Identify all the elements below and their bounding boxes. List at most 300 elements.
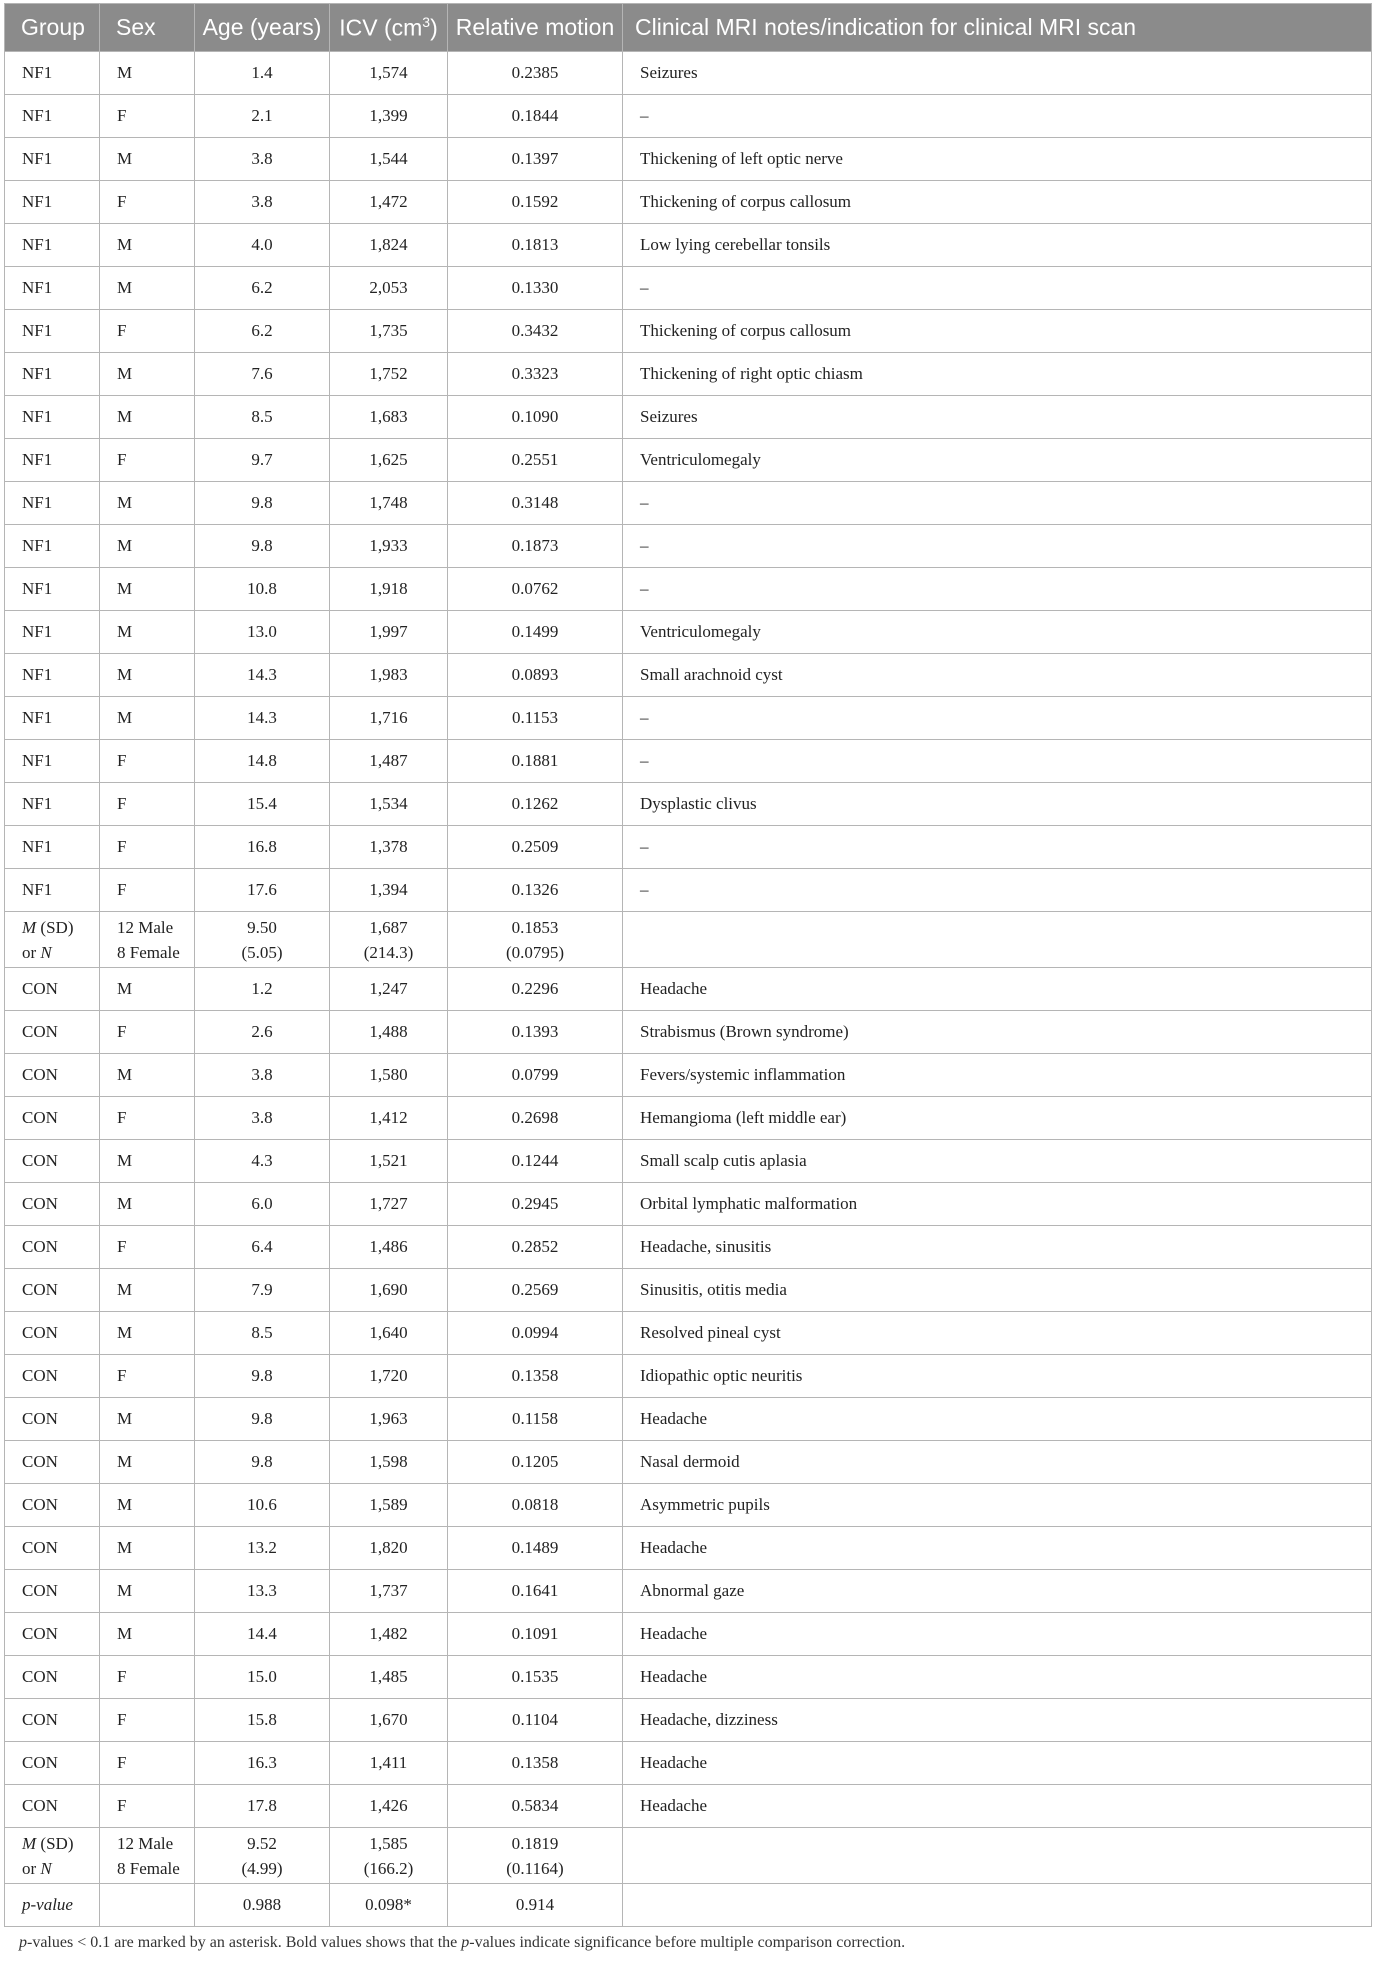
header-row bbox=[5, 4, 1372, 52]
icv-cell: 1,378 bbox=[330, 826, 448, 869]
sex-cell: F bbox=[100, 1699, 195, 1742]
group-cell: NF1 bbox=[5, 697, 100, 740]
sex-cell: M bbox=[100, 697, 195, 740]
pvalue-sex-cell bbox=[100, 1884, 195, 1927]
notes-cell: Headache bbox=[623, 1398, 1372, 1441]
icv-cell: 1,918 bbox=[330, 568, 448, 611]
summary-motion-cell bbox=[448, 1828, 623, 1884]
sex-cell: F bbox=[100, 1011, 195, 1054]
icv-cell: 1,748 bbox=[330, 482, 448, 525]
sex-cell: M bbox=[100, 568, 195, 611]
motion-cell: 0.2698 bbox=[448, 1097, 623, 1140]
age-cell: 15.0 bbox=[195, 1656, 330, 1699]
group-cell: CON bbox=[5, 1398, 100, 1441]
sex-cell: F bbox=[100, 1742, 195, 1785]
group-cell: NF1 bbox=[5, 783, 100, 826]
table-row bbox=[5, 654, 1372, 697]
summary-male-count: 12 Male bbox=[117, 1833, 174, 1853]
summary-motion-mean: 0.1819 bbox=[511, 1833, 559, 1853]
age-cell: 13.0 bbox=[195, 611, 330, 654]
table-row bbox=[5, 1312, 1372, 1355]
summary-age-cell bbox=[195, 912, 330, 968]
motion-cell: 0.1205 bbox=[448, 1441, 623, 1484]
summary-motion-cell bbox=[448, 912, 623, 968]
notes-cell: Headache bbox=[623, 1742, 1372, 1785]
age-cell: 8.5 bbox=[195, 1312, 330, 1355]
group-cell: CON bbox=[5, 1570, 100, 1613]
group-cell: CON bbox=[5, 1312, 100, 1355]
motion-cell: 0.1090 bbox=[448, 396, 623, 439]
icv-cell: 1,983 bbox=[330, 654, 448, 697]
notes-cell: – bbox=[623, 697, 1372, 740]
table-row bbox=[5, 95, 1372, 138]
icv-cell: 1,737 bbox=[330, 1570, 448, 1613]
header-group: Group bbox=[5, 4, 100, 52]
motion-cell: 0.3432 bbox=[448, 310, 623, 353]
sex-cell: M bbox=[100, 1183, 195, 1226]
summary-notes-cell bbox=[623, 912, 1372, 968]
notes-cell: Small scalp cutis aplasia bbox=[623, 1140, 1372, 1183]
motion-cell: 0.1844 bbox=[448, 95, 623, 138]
sex-cell: M bbox=[100, 1613, 195, 1656]
sex-cell: M bbox=[100, 1398, 195, 1441]
icv-cell: 1,727 bbox=[330, 1183, 448, 1226]
age-cell: 10.6 bbox=[195, 1484, 330, 1527]
table-row bbox=[5, 396, 1372, 439]
age-cell: 7.6 bbox=[195, 353, 330, 396]
notes-cell: Nasal dermoid bbox=[623, 1441, 1372, 1484]
motion-cell: 0.1158 bbox=[448, 1398, 623, 1441]
motion-cell: 0.1489 bbox=[448, 1527, 623, 1570]
age-cell: 3.8 bbox=[195, 1054, 330, 1097]
pvalue-row bbox=[5, 1884, 1372, 1927]
summary-motion-sd: (0.0795) bbox=[505, 942, 565, 962]
group-cell: CON bbox=[5, 1785, 100, 1828]
age-cell: 7.9 bbox=[195, 1269, 330, 1312]
footnote-p3: p bbox=[461, 1934, 470, 1951]
sex-cell: M bbox=[100, 1484, 195, 1527]
icv-cell: 1,521 bbox=[330, 1140, 448, 1183]
group-cell: NF1 bbox=[5, 267, 100, 310]
table-footnote bbox=[4, 1934, 1371, 1952]
notes-cell: Headache bbox=[623, 1656, 1372, 1699]
notes-cell: Headache bbox=[623, 1613, 1372, 1656]
summary-sex-cell bbox=[100, 1828, 195, 1884]
pvalue-age-cell: 0.988 bbox=[195, 1884, 330, 1927]
table-row bbox=[5, 783, 1372, 826]
group-cell: NF1 bbox=[5, 224, 100, 267]
group-cell: NF1 bbox=[5, 740, 100, 783]
summary-mean-symbol: M bbox=[22, 1833, 37, 1853]
header-icv-sup: 3 bbox=[422, 13, 431, 30]
age-cell: 6.0 bbox=[195, 1183, 330, 1226]
header-notes: Clinical MRI notes/indication for clinical MRI scan bbox=[623, 4, 1372, 52]
sex-cell: F bbox=[100, 783, 195, 826]
notes-cell: Headache, sinusitis bbox=[623, 1226, 1372, 1269]
icv-cell: 1,820 bbox=[330, 1527, 448, 1570]
table-row bbox=[5, 1011, 1372, 1054]
icv-cell: 1,426 bbox=[330, 1785, 448, 1828]
table-container bbox=[4, 3, 1371, 1952]
notes-cell: – bbox=[623, 525, 1372, 568]
summary-icv-sd: (214.3) bbox=[363, 942, 414, 962]
summary-sd-label: (SD) bbox=[36, 1833, 74, 1853]
icv-cell: 1,411 bbox=[330, 1742, 448, 1785]
motion-cell: 0.1330 bbox=[448, 267, 623, 310]
icv-cell: 1,997 bbox=[330, 611, 448, 654]
motion-cell: 0.2945 bbox=[448, 1183, 623, 1226]
summary-age-cell bbox=[195, 1828, 330, 1884]
motion-cell: 0.1641 bbox=[448, 1570, 623, 1613]
table-row bbox=[5, 1785, 1372, 1828]
footnote-p2: -values < 0.1 are marked by an asterisk. Bold values shows that the bbox=[27, 1934, 462, 1951]
notes-cell: Headache bbox=[623, 1785, 1372, 1828]
table-row bbox=[5, 52, 1372, 95]
sex-cell: F bbox=[100, 826, 195, 869]
icv-cell: 1,534 bbox=[330, 783, 448, 826]
sex-cell: M bbox=[100, 1054, 195, 1097]
group-cell: NF1 bbox=[5, 568, 100, 611]
summary-or-label: or bbox=[22, 1858, 41, 1878]
sex-cell: F bbox=[100, 310, 195, 353]
age-cell: 14.4 bbox=[195, 1613, 330, 1656]
motion-cell: 0.0762 bbox=[448, 568, 623, 611]
summary-row bbox=[5, 912, 1372, 968]
group-cell: CON bbox=[5, 1613, 100, 1656]
age-cell: 8.5 bbox=[195, 396, 330, 439]
summary-age-sd: (5.05) bbox=[241, 942, 283, 962]
group-cell: NF1 bbox=[5, 310, 100, 353]
sex-cell: M bbox=[100, 654, 195, 697]
age-cell: 6.4 bbox=[195, 1226, 330, 1269]
age-cell: 3.8 bbox=[195, 1097, 330, 1140]
age-cell: 6.2 bbox=[195, 267, 330, 310]
header-age: Age (years) bbox=[195, 4, 330, 52]
sex-cell: M bbox=[100, 1269, 195, 1312]
age-cell: 10.8 bbox=[195, 568, 330, 611]
summary-female-count: 8 Female bbox=[117, 942, 180, 962]
group-cell: NF1 bbox=[5, 611, 100, 654]
motion-cell: 0.1326 bbox=[448, 869, 623, 912]
table-row bbox=[5, 869, 1372, 912]
summary-male-count: 12 Male bbox=[117, 917, 174, 937]
group-cell: CON bbox=[5, 1484, 100, 1527]
sex-cell: M bbox=[100, 52, 195, 95]
notes-cell: – bbox=[623, 740, 1372, 783]
group-cell: CON bbox=[5, 1656, 100, 1699]
summary-icv-mean: 1,585 bbox=[369, 1833, 408, 1853]
motion-cell: 0.1393 bbox=[448, 1011, 623, 1054]
summary-motion-sd: (0.1164) bbox=[506, 1858, 564, 1878]
sex-cell: M bbox=[100, 611, 195, 654]
summary-motion-mean: 0.1853 bbox=[511, 917, 559, 937]
notes-cell: Headache, dizziness bbox=[623, 1699, 1372, 1742]
table-row bbox=[5, 1570, 1372, 1613]
notes-cell: Thickening of corpus callosum bbox=[623, 310, 1372, 353]
age-cell: 17.6 bbox=[195, 869, 330, 912]
notes-cell: – bbox=[623, 568, 1372, 611]
group-cell: NF1 bbox=[5, 353, 100, 396]
motion-cell: 0.0818 bbox=[448, 1484, 623, 1527]
notes-cell: Abnormal gaze bbox=[623, 1570, 1372, 1613]
group-cell: CON bbox=[5, 1226, 100, 1269]
notes-cell: Hemangioma (left middle ear) bbox=[623, 1097, 1372, 1140]
pvalue-notes-cell bbox=[623, 1884, 1372, 1927]
motion-cell: 0.0994 bbox=[448, 1312, 623, 1355]
motion-cell: 0.1499 bbox=[448, 611, 623, 654]
group-cell: NF1 bbox=[5, 52, 100, 95]
summary-group-cell bbox=[5, 1828, 100, 1884]
group-cell: CON bbox=[5, 968, 100, 1011]
sex-cell: F bbox=[100, 740, 195, 783]
sex-cell: F bbox=[100, 1355, 195, 1398]
group-cell: CON bbox=[5, 1527, 100, 1570]
age-cell: 14.8 bbox=[195, 740, 330, 783]
group-cell: CON bbox=[5, 1269, 100, 1312]
sex-cell: M bbox=[100, 1312, 195, 1355]
notes-cell: Resolved pineal cyst bbox=[623, 1312, 1372, 1355]
motion-cell: 0.0893 bbox=[448, 654, 623, 697]
motion-cell: 0.0799 bbox=[448, 1054, 623, 1097]
pvalue-icv-cell: 0.098* bbox=[330, 1884, 448, 1927]
motion-cell: 0.1813 bbox=[448, 224, 623, 267]
notes-cell: Thickening of left optic nerve bbox=[623, 138, 1372, 181]
notes-cell: Sinusitis, otitis media bbox=[623, 1269, 1372, 1312]
motion-cell: 0.3323 bbox=[448, 353, 623, 396]
sex-cell: M bbox=[100, 525, 195, 568]
icv-cell: 1,752 bbox=[330, 353, 448, 396]
table-row bbox=[5, 568, 1372, 611]
icv-cell: 1,589 bbox=[330, 1484, 448, 1527]
icv-cell: 1,487 bbox=[330, 740, 448, 783]
icv-cell: 1,472 bbox=[330, 181, 448, 224]
group-cell: CON bbox=[5, 1183, 100, 1226]
motion-cell: 0.1397 bbox=[448, 138, 623, 181]
motion-cell: 0.1104 bbox=[448, 1699, 623, 1742]
table-row bbox=[5, 826, 1372, 869]
age-cell: 9.8 bbox=[195, 1355, 330, 1398]
group-cell: NF1 bbox=[5, 482, 100, 525]
summary-n-symbol: N bbox=[40, 1858, 52, 1878]
summary-n-symbol: N bbox=[40, 942, 52, 962]
notes-cell: – bbox=[623, 826, 1372, 869]
group-cell: CON bbox=[5, 1699, 100, 1742]
motion-cell: 0.1873 bbox=[448, 525, 623, 568]
notes-cell: Headache bbox=[623, 1527, 1372, 1570]
age-cell: 15.8 bbox=[195, 1699, 330, 1742]
footnote-p4: -values indicate significance before multiple comparison correction. bbox=[469, 1934, 906, 1951]
group-cell: CON bbox=[5, 1441, 100, 1484]
motion-cell: 0.2296 bbox=[448, 968, 623, 1011]
summary-icv-mean: 1,687 bbox=[369, 917, 408, 937]
age-cell: 2.1 bbox=[195, 95, 330, 138]
icv-cell: 1,485 bbox=[330, 1656, 448, 1699]
summary-age-mean: 9.50 bbox=[247, 917, 277, 937]
sex-cell: F bbox=[100, 1656, 195, 1699]
table-row bbox=[5, 353, 1372, 396]
notes-cell: Fevers/systemic inflammation bbox=[623, 1054, 1372, 1097]
motion-cell: 0.1881 bbox=[448, 740, 623, 783]
group-cell: CON bbox=[5, 1097, 100, 1140]
group-cell: NF1 bbox=[5, 525, 100, 568]
sex-cell: M bbox=[100, 138, 195, 181]
sex-cell: F bbox=[100, 1785, 195, 1828]
summary-group-cell bbox=[5, 912, 100, 968]
table-row bbox=[5, 138, 1372, 181]
age-cell: 16.3 bbox=[195, 1742, 330, 1785]
notes-cell: – bbox=[623, 482, 1372, 525]
icv-cell: 1,720 bbox=[330, 1355, 448, 1398]
table-row bbox=[5, 697, 1372, 740]
icv-cell: 1,683 bbox=[330, 396, 448, 439]
icv-cell: 1,394 bbox=[330, 869, 448, 912]
table-row bbox=[5, 224, 1372, 267]
sex-cell: F bbox=[100, 181, 195, 224]
age-cell: 9.8 bbox=[195, 1398, 330, 1441]
pvalue-motion-cell: 0.914 bbox=[448, 1884, 623, 1927]
age-cell: 9.8 bbox=[195, 1441, 330, 1484]
sex-cell: M bbox=[100, 1140, 195, 1183]
notes-cell: – bbox=[623, 95, 1372, 138]
motion-cell: 0.2509 bbox=[448, 826, 623, 869]
group-cell: NF1 bbox=[5, 826, 100, 869]
sex-cell: F bbox=[100, 869, 195, 912]
icv-cell: 1,716 bbox=[330, 697, 448, 740]
age-cell: 13.3 bbox=[195, 1570, 330, 1613]
age-cell: 9.8 bbox=[195, 525, 330, 568]
icv-cell: 2,053 bbox=[330, 267, 448, 310]
group-cell: NF1 bbox=[5, 439, 100, 482]
table-row bbox=[5, 1656, 1372, 1699]
icv-cell: 1,412 bbox=[330, 1097, 448, 1140]
notes-cell: – bbox=[623, 869, 1372, 912]
pvalue-label-cell bbox=[5, 1884, 100, 1927]
notes-cell: Dysplastic clivus bbox=[623, 783, 1372, 826]
icv-cell: 1,690 bbox=[330, 1269, 448, 1312]
icv-cell: 1,580 bbox=[330, 1054, 448, 1097]
header-icv bbox=[330, 4, 448, 52]
motion-cell: 0.1358 bbox=[448, 1742, 623, 1785]
notes-cell: Small arachnoid cyst bbox=[623, 654, 1372, 697]
notes-cell: Idiopathic optic neuritis bbox=[623, 1355, 1372, 1398]
age-cell: 14.3 bbox=[195, 697, 330, 740]
sex-cell: M bbox=[100, 1527, 195, 1570]
table-row bbox=[5, 740, 1372, 783]
motion-cell: 0.1153 bbox=[448, 697, 623, 740]
age-cell: 4.0 bbox=[195, 224, 330, 267]
table-row bbox=[5, 1054, 1372, 1097]
sex-cell: M bbox=[100, 224, 195, 267]
notes-cell: Headache bbox=[623, 968, 1372, 1011]
icv-cell: 1,963 bbox=[330, 1398, 448, 1441]
table-row bbox=[5, 968, 1372, 1011]
icv-cell: 1,574 bbox=[330, 52, 448, 95]
motion-cell: 0.3148 bbox=[448, 482, 623, 525]
group-cell: CON bbox=[5, 1742, 100, 1785]
table-row bbox=[5, 439, 1372, 482]
pvalue-label-cell-text: p-value bbox=[22, 1895, 73, 1914]
icv-cell: 1,482 bbox=[330, 1613, 448, 1656]
table-row bbox=[5, 1097, 1372, 1140]
table-row bbox=[5, 181, 1372, 224]
footnote-p1: p bbox=[19, 1934, 27, 1951]
header-icv-close: ) bbox=[430, 14, 438, 41]
summary-icv-cell bbox=[330, 912, 448, 968]
summary-sd-label: (SD) bbox=[36, 917, 74, 937]
motion-cell: 0.2569 bbox=[448, 1269, 623, 1312]
table-body bbox=[5, 52, 1372, 1927]
motion-cell: 0.2385 bbox=[448, 52, 623, 95]
motion-cell: 0.1091 bbox=[448, 1613, 623, 1656]
age-cell: 1.4 bbox=[195, 52, 330, 95]
header-sex: Sex bbox=[100, 4, 195, 52]
notes-cell: Thickening of corpus callosum bbox=[623, 181, 1372, 224]
table-row bbox=[5, 310, 1372, 353]
group-cell: CON bbox=[5, 1054, 100, 1097]
summary-or-label: or bbox=[22, 942, 41, 962]
notes-cell: Thickening of right optic chiasm bbox=[623, 353, 1372, 396]
motion-cell: 0.1535 bbox=[448, 1656, 623, 1699]
icv-cell: 1,824 bbox=[330, 224, 448, 267]
age-cell: 2.6 bbox=[195, 1011, 330, 1054]
group-cell: NF1 bbox=[5, 95, 100, 138]
icv-cell: 1,486 bbox=[330, 1226, 448, 1269]
table-row bbox=[5, 1613, 1372, 1656]
icv-cell: 1,598 bbox=[330, 1441, 448, 1484]
sex-cell: M bbox=[100, 968, 195, 1011]
icv-cell: 1,625 bbox=[330, 439, 448, 482]
table-row bbox=[5, 267, 1372, 310]
notes-cell: – bbox=[623, 267, 1372, 310]
notes-cell: Seizures bbox=[623, 396, 1372, 439]
sex-cell: M bbox=[100, 482, 195, 525]
sex-cell: F bbox=[100, 439, 195, 482]
group-cell: CON bbox=[5, 1355, 100, 1398]
table-row bbox=[5, 611, 1372, 654]
header-motion: Relative motion bbox=[448, 4, 623, 52]
summary-mean-symbol: M bbox=[22, 917, 37, 937]
table-row bbox=[5, 1742, 1372, 1785]
age-cell: 15.4 bbox=[195, 783, 330, 826]
motion-cell: 0.1244 bbox=[448, 1140, 623, 1183]
notes-cell: Low lying cerebellar tonsils bbox=[623, 224, 1372, 267]
group-cell: NF1 bbox=[5, 396, 100, 439]
table-row bbox=[5, 1484, 1372, 1527]
group-cell: NF1 bbox=[5, 654, 100, 697]
notes-cell: Orbital lymphatic malformation bbox=[623, 1183, 1372, 1226]
icv-cell: 1,544 bbox=[330, 138, 448, 181]
sex-cell: F bbox=[100, 1097, 195, 1140]
sex-cell: F bbox=[100, 1226, 195, 1269]
motion-cell: 0.5834 bbox=[448, 1785, 623, 1828]
notes-cell: Ventriculomegaly bbox=[623, 439, 1372, 482]
motion-cell: 0.2852 bbox=[448, 1226, 623, 1269]
summary-age-sd: (4.99) bbox=[241, 1858, 283, 1878]
table-row bbox=[5, 1398, 1372, 1441]
notes-cell: Ventriculomegaly bbox=[623, 611, 1372, 654]
icv-cell: 1,399 bbox=[330, 95, 448, 138]
table-row bbox=[5, 1140, 1372, 1183]
table-row bbox=[5, 482, 1372, 525]
age-cell: 4.3 bbox=[195, 1140, 330, 1183]
icv-cell: 1,640 bbox=[330, 1312, 448, 1355]
table-row bbox=[5, 525, 1372, 568]
table-row bbox=[5, 1527, 1372, 1570]
age-cell: 9.7 bbox=[195, 439, 330, 482]
table-row bbox=[5, 1699, 1372, 1742]
icv-cell: 1,735 bbox=[330, 310, 448, 353]
motion-cell: 0.2551 bbox=[448, 439, 623, 482]
